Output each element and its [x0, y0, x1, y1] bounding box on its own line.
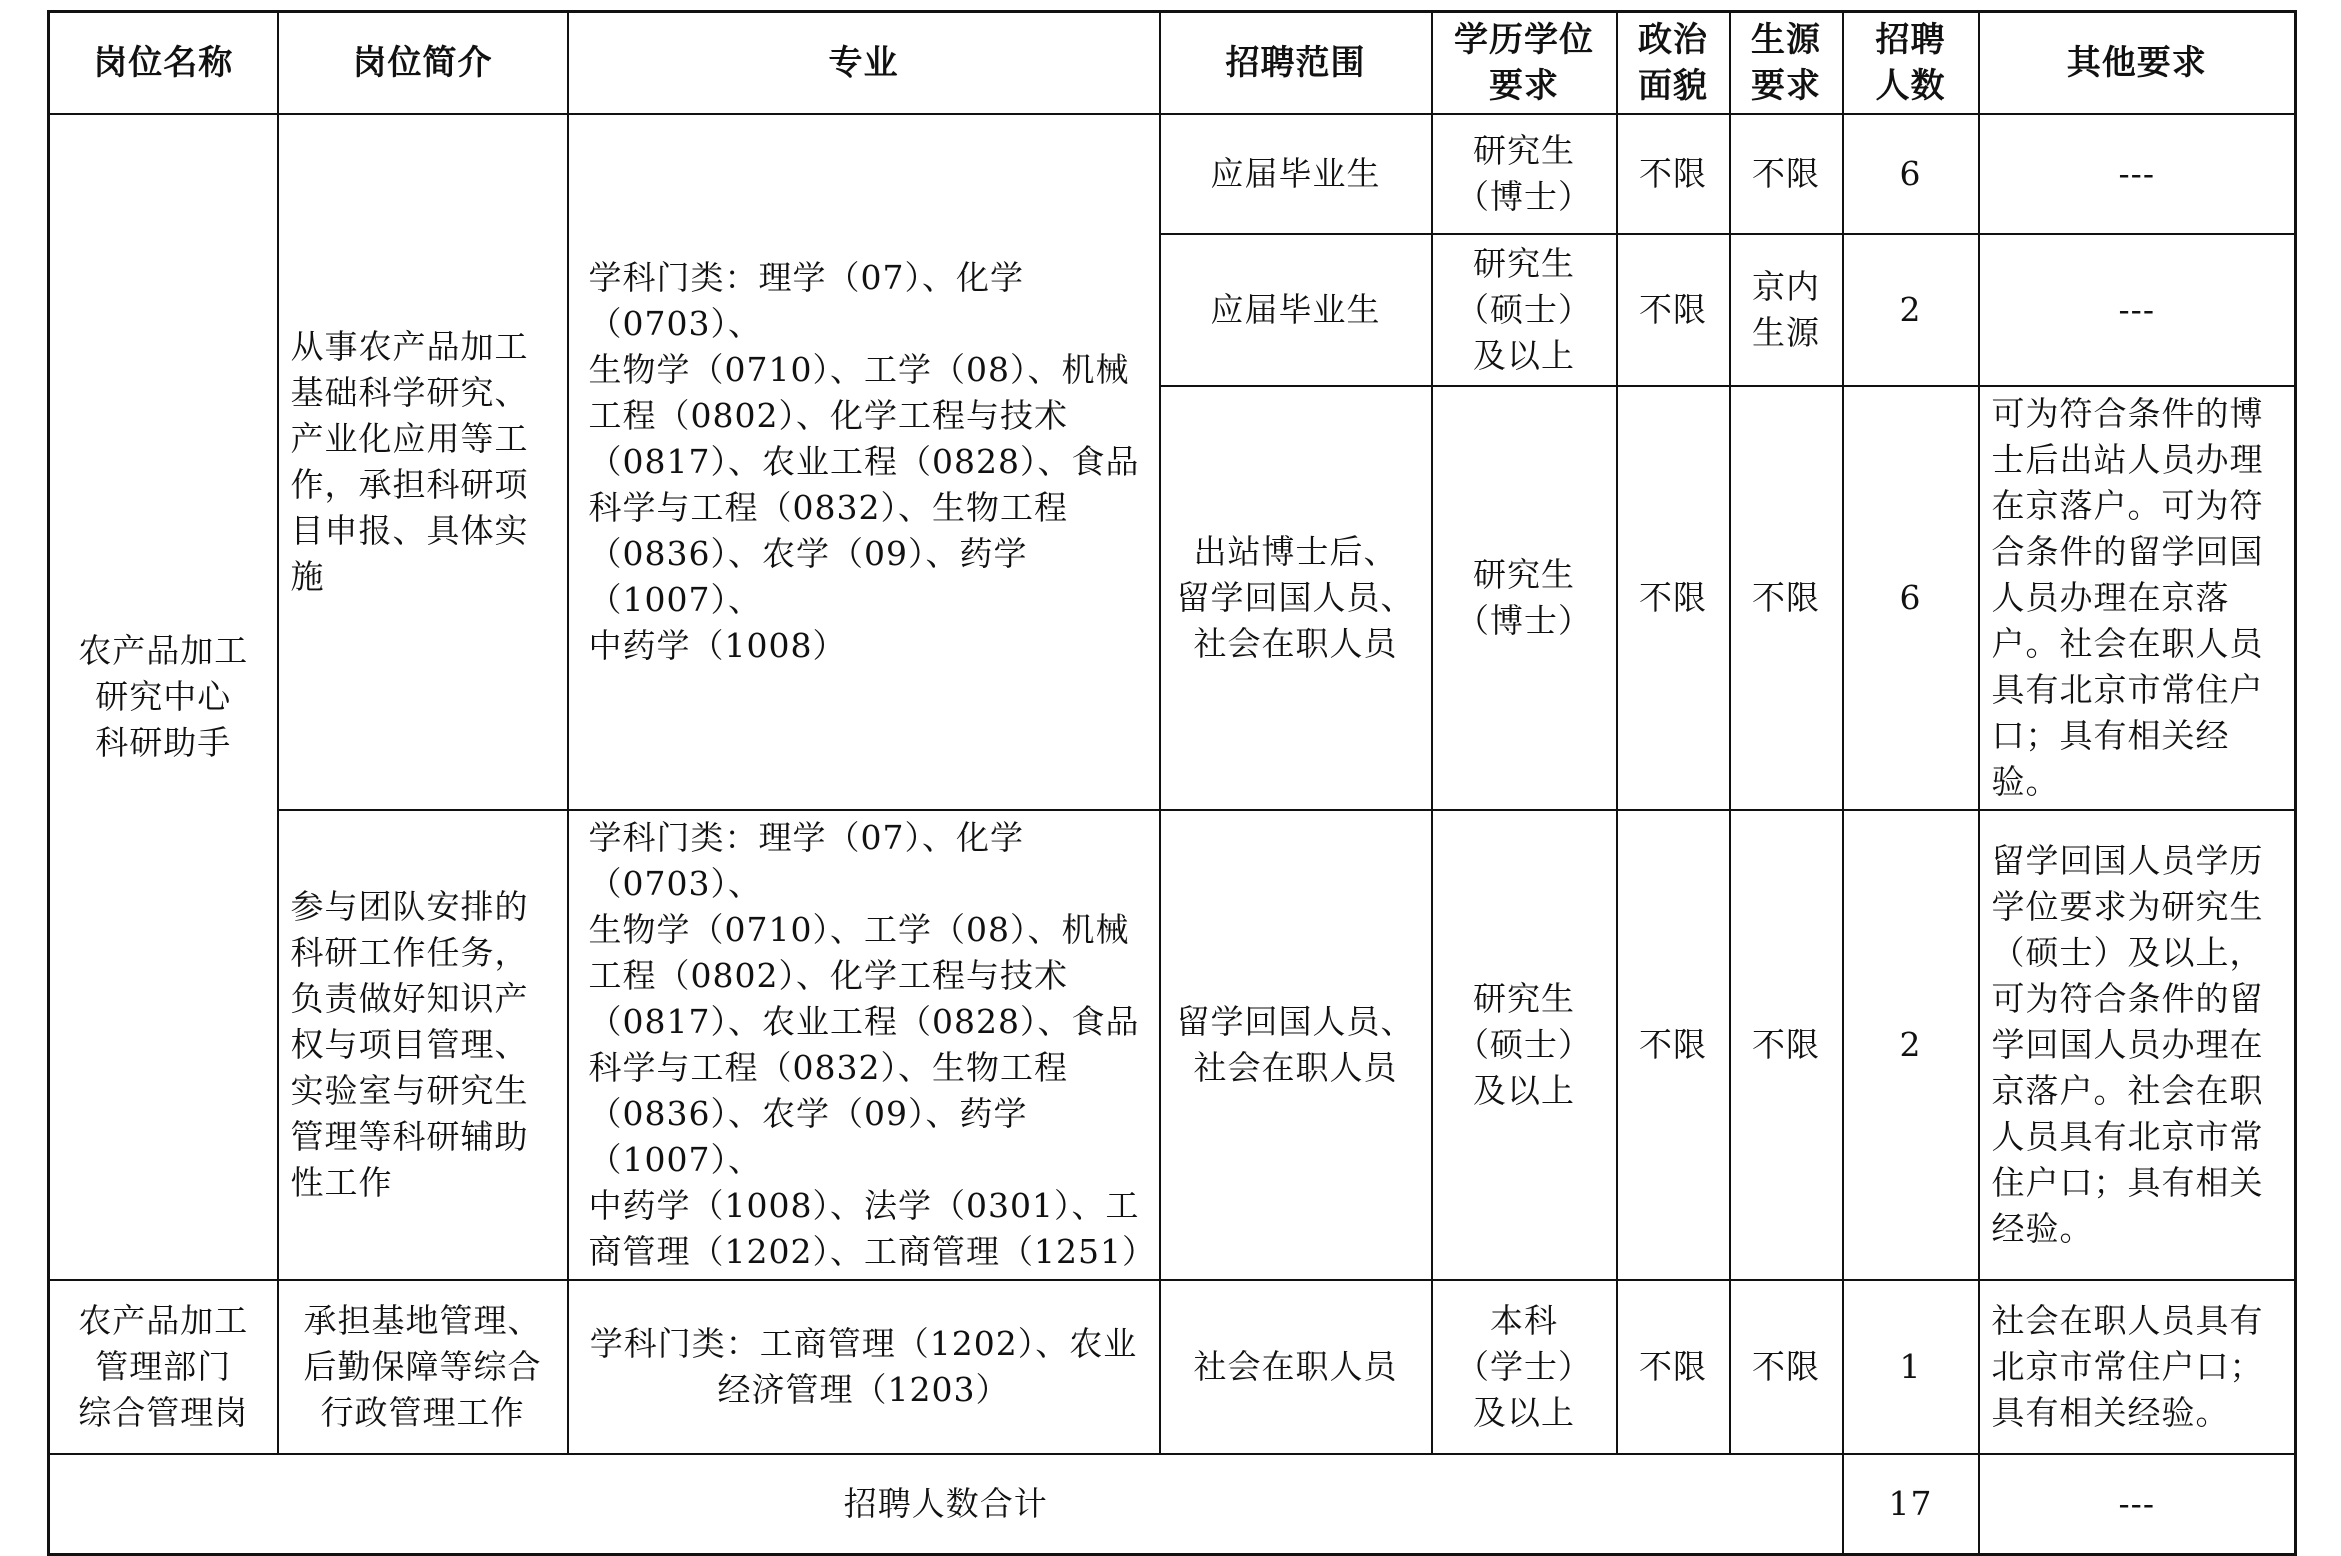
count-cell: 6	[1843, 114, 1979, 234]
position-cell: 农产品加工 管理部门 综合管理岗	[49, 1280, 278, 1454]
origin-cell: 不限	[1730, 386, 1843, 810]
recruitment-table	[47, 10, 2297, 1556]
header-other: 其他要求	[1979, 12, 2296, 115]
scope-cell: 留学回国人员、 社会在职人员	[1160, 810, 1432, 1280]
other-cell: 社会在职人员具有 北京市常住户口； 具有相关经验。	[1979, 1280, 2296, 1454]
other-cell: 可为符合条件的博 士后出站人员办理 在京落户。可为符 合条件的留学回国 人员办理在京落 户。社会在职人员 具有北京市常住户 口；具有相关经验。	[1979, 386, 2296, 810]
scope-cell: 出站博士后、 留学回国人员、 社会在职人员	[1160, 386, 1432, 810]
other-cell: ---	[1979, 114, 2296, 234]
major-cell: 学科门类：工商管理（1202）、农业 经济管理（1203）	[568, 1280, 1160, 1454]
degree-cell: 研究生 （硕士） 及以上	[1432, 810, 1617, 1280]
origin-cell: 不限	[1730, 810, 1843, 1280]
header-position: 岗位名称	[49, 12, 278, 115]
position-cell: 农产品加工 研究中心 科研助手	[49, 114, 278, 1280]
header-row	[49, 12, 2296, 115]
origin-cell: 京内 生源	[1730, 234, 1843, 386]
politics-cell: 不限	[1617, 810, 1730, 1280]
count-cell: 2	[1843, 810, 1979, 1280]
scope-cell: 应届毕业生	[1160, 234, 1432, 386]
degree-cell: 研究生 （博士）	[1432, 114, 1617, 234]
politics-cell: 不限	[1617, 386, 1730, 810]
degree-cell: 研究生 （硕士） 及以上	[1432, 234, 1617, 386]
major-cell: 学科门类：理学（07）、化学（0703）、 生物学（0710）、工学（08）、机械 工程（0802）、化学工程与技术 （0817）、农业工程（0828）、食品 科学与工程（0832）、生物工程 （0836）、农学（09）、药学（1007）、 中药学（1008）、法学（0301）、工 商管理（1202）、工商管理（1251）	[568, 810, 1160, 1280]
origin-cell: 不限	[1730, 1280, 1843, 1454]
intro-cell: 从事农产品加工 基础科学研究、 产业化应用等工 作，承担科研项 目申报、具体实 施	[278, 114, 568, 810]
degree-cell: 研究生 （博士）	[1432, 386, 1617, 810]
intro-cell: 参与团队安排的 科研工作任务， 负责做好知识产 权与项目管理、 实验室与研究生 管理等科研辅助 性工作	[278, 810, 568, 1280]
header-intro: 岗位简介	[278, 12, 568, 115]
politics-cell: 不限	[1617, 1280, 1730, 1454]
count-cell: 6	[1843, 386, 1979, 810]
table-row	[49, 810, 2296, 1280]
header-degree: 学历学位 要求	[1432, 12, 1617, 115]
count-cell: 1	[1843, 1280, 1979, 1454]
major-cell: 学科门类：理学（07）、化学（0703）、 生物学（0710）、工学（08）、机械 工程（0802）、化学工程与技术 （0817）、农业工程（0828）、食品 科学与工程（0832）、生物工程 （0836）、农学（09）、药学（1007）、 中药学（1008）	[568, 114, 1160, 810]
total-count: 17	[1843, 1454, 1979, 1554]
total-label: 招聘人数合计	[49, 1454, 1843, 1554]
total-other: ---	[1979, 1454, 2296, 1554]
scope-cell: 社会在职人员	[1160, 1280, 1432, 1454]
politics-cell: 不限	[1617, 114, 1730, 234]
header-origin: 生源 要求	[1730, 12, 1843, 115]
header-major: 专业	[568, 12, 1160, 115]
other-cell: 留学回国人员学历 学位要求为研究生 （硕士）及以上， 可为符合条件的留 学回国人员办理在 京落户。社会在职 人员具有北京市常 住户口；具有相关 经验。	[1979, 810, 2296, 1280]
degree-cell: 本科 （学士） 及以上	[1432, 1280, 1617, 1454]
header-scope: 招聘范围	[1160, 12, 1432, 115]
origin-cell: 不限	[1730, 114, 1843, 234]
count-cell: 2	[1843, 234, 1979, 386]
total-row	[49, 1454, 2296, 1554]
scope-cell: 应届毕业生	[1160, 114, 1432, 234]
header-politics: 政治 面貌	[1617, 12, 1730, 115]
politics-cell: 不限	[1617, 234, 1730, 386]
intro-cell: 承担基地管理、 后勤保障等综合 行政管理工作	[278, 1280, 568, 1454]
table-row	[49, 114, 2296, 234]
other-cell: ---	[1979, 234, 2296, 386]
header-count: 招聘 人数	[1843, 12, 1979, 115]
table-row	[49, 1280, 2296, 1454]
